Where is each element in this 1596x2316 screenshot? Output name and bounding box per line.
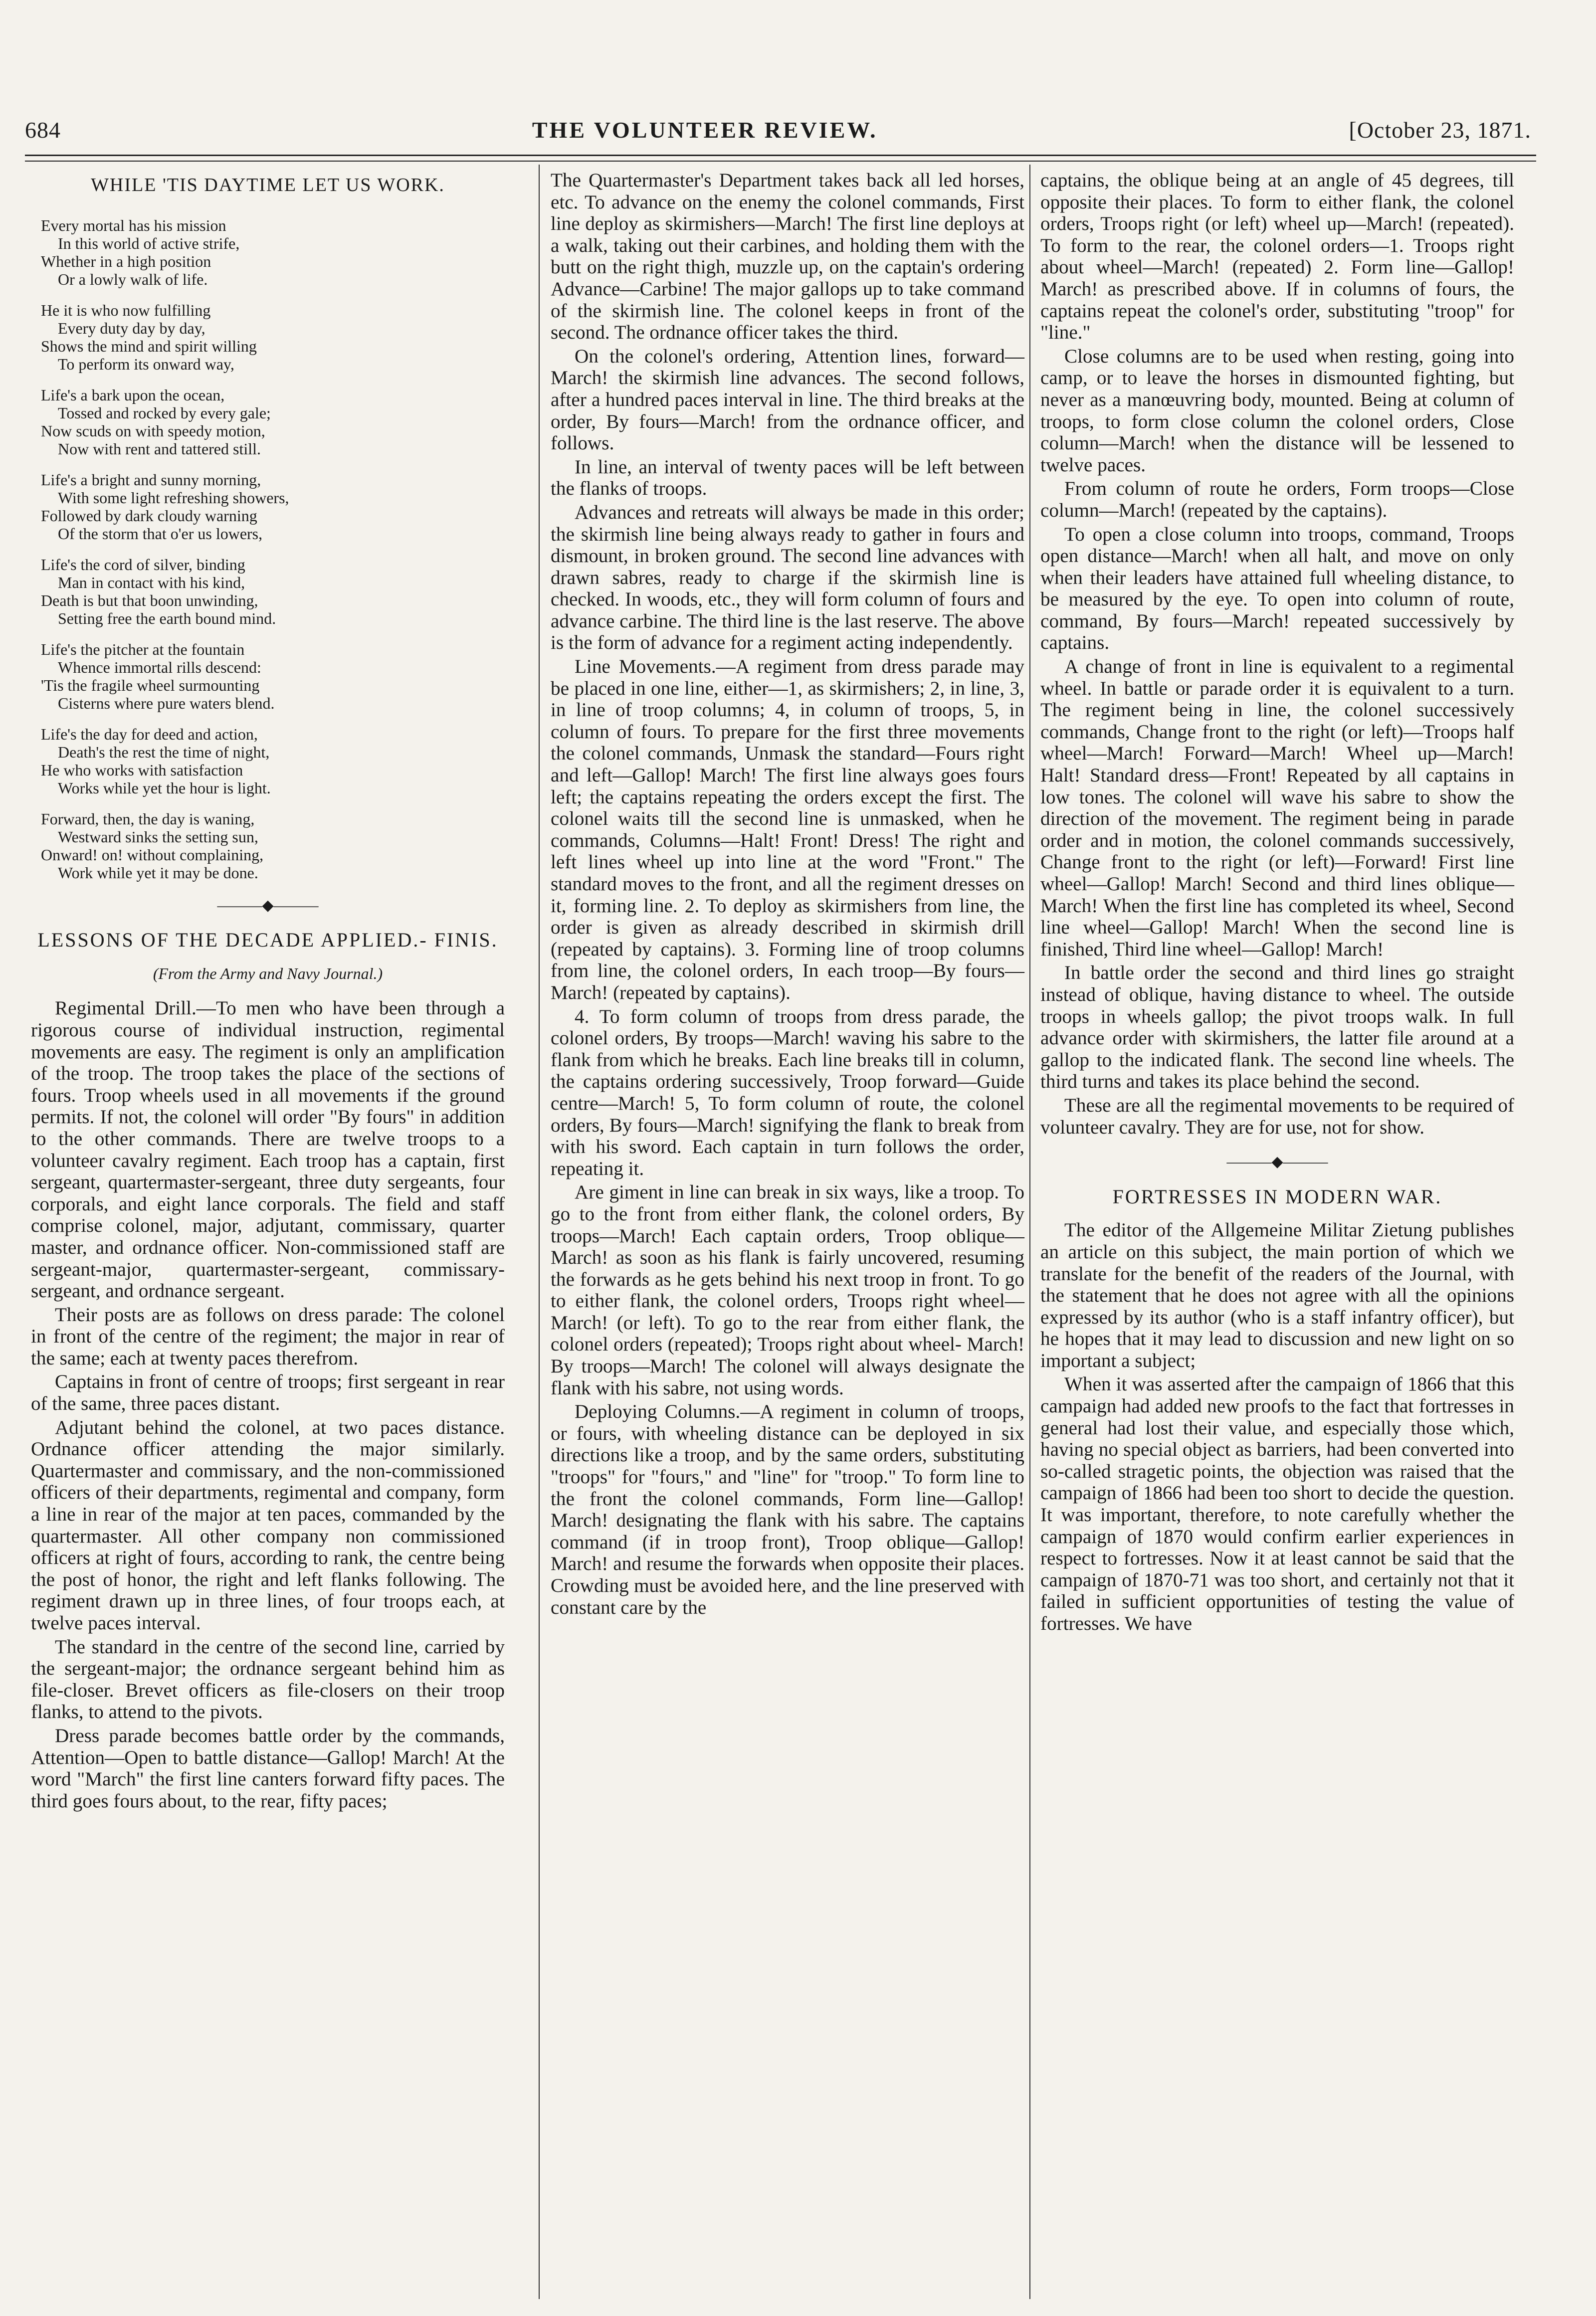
poem-line: Every mortal has his mission	[41, 216, 226, 234]
poem-stanza	[41, 810, 505, 882]
paragraph: Line Movements.—A regiment from dress parade may be placed in one line, either—1, as skirmishers; 2, in line, 3, in line of troop columns; 4, in column of troops, 5, in column of fours. To prepare for the first three movements the colonel commands, Unmask the standard—Fours right and left—Gallop! March! The first line always goes fours left; the captains repeating the orders except the first. The colonel waits till the second line is unmasked, when he commands, Columns—Halt! Front! Dress! The right and left lines wheel up into line at the word "Front." The standard moves to the front, and all the regiment dresses on it, forming line. 2. To deploy as skirmishers from line, the order is given as already described in skirmish drill (repeated by captains). 3. Forming line of troop columns from line, the colonel orders, In each troop—By fours—March! (repeated by captains).	[551, 656, 1024, 1003]
poem-line: Man in contact with his kind,	[58, 573, 245, 591]
poem-line: Life's a bark upon the ocean,	[41, 386, 225, 404]
poem-line: Whether in a high position	[41, 252, 211, 270]
header-rule	[25, 155, 1536, 156]
header-rule-thin	[25, 161, 1536, 162]
poem-line: Cisterns where pure waters blend.	[58, 694, 275, 712]
poem-line: To perform its onward way,	[58, 355, 234, 373]
poem-line: Life's the day for deed and action,	[41, 725, 258, 743]
poem-line: Setting free the earth bound mind.	[58, 609, 276, 627]
paragraph: These are all the regimental movements to be required of volunteer cavalry. They are for use, not for show.	[1040, 1094, 1514, 1138]
poem-line: In this world of active strife,	[58, 234, 240, 252]
paragraph: From column of route he orders, Form troops—Close column—March! (repeated by the captains).	[1040, 478, 1514, 521]
page-header	[25, 107, 1531, 152]
poem-stanza	[41, 301, 505, 373]
article-body	[1040, 1219, 1514, 1634]
poem-line: Or a lowly walk of life.	[58, 270, 208, 288]
paragraph: Regimental Drill.—To men who have been through a rigorous course of individual instruction, regimental movements are easy. The regiment is only an amplification of the troop. The troop takes the place of the sections of fours. Troop wheels used in all movements if the ground permits. If not, the colonel will order "By fours" in addition to the other commands. There are twelve troops to a volunteer cavalry regiment. Each troop has a captain, first sergeant, quartermaster-sergeant, three duty sergeants, four corporals, and eight lance corporals. The field and staff comprise colonel, major, adjutant, commissary, quarter master, and ordnance officer. Non-commissioned staff are sergeant-major, quartermaster-sergeant, commissary-sergeant, and ordnance sergeant.	[31, 997, 505, 1302]
paragraph: Are giment in line can break in six ways, like a troop. To go to the front from either flank, the colonel orders, By troops—March! Each captain orders, Troop oblique—March! as soon as his flank is fairly uncovered, resuming the forwards as he gets behind his next troop in front. To go to either flank, the colonel orders, Troops right wheel—March! (or left). To go to the rear from either flank, the colonel orders (repeated); Troops right about wheel- March! By troops—March! The colonel will always designate the flank with his sabre, not using words.	[551, 1181, 1024, 1399]
poem-line: He who works with satisfaction	[41, 761, 243, 779]
column-3	[1040, 170, 1514, 1637]
article-source: (From the Army and Navy Journal.)	[153, 964, 383, 982]
poem-line: Now with rent and tattered still.	[58, 439, 261, 458]
poem-line: Forward, then, the day is waning,	[41, 809, 255, 828]
poem-line: Death is but that boon unwinding,	[41, 591, 258, 609]
section-divider: ———◆———	[1226, 1154, 1328, 1170]
poem-line: Tossed and rocked by every gale;	[58, 403, 271, 422]
article-title: FORTRESSES IN MODERN WAR.	[1112, 1185, 1442, 1208]
paragraph: A change of front in line is equivalent to a regimental wheel. In battle or parade order it is equivalent to a turn. The regiment being in line, the colonel successively commands, Change front to the right (or left)—Troops half wheel—March! Forward—March! Wheel up—March! Halt! Standard dress—Front! Repeated by all captains in low tones. The colonel will wave his sabre to show the direction of the movement. The regiment being in parade order and in motion, the colonel commands successively, Change front to the right (or left)—Forward! First line wheel—Gallop! March! Second and third lines oblique—March! When the first line has completed its wheel, Second line wheel—Gallop! March! When the second line is finished, Third line wheel—Gallop! March!	[1040, 656, 1514, 960]
poem-line: He it is who now fulfilling	[41, 301, 211, 319]
paragraph: Close columns are to be used when resting, going into camp, or to leave the horses in dismounted fighting, but never as a manœuvring body, mounted. Being at column of troops, to form close column the colonel orders, Close column—March! when the distance will be lessened to twelve paces.	[1040, 345, 1514, 476]
paragraph: On the colonel's ordering, Attention lines, forward—March! the skirmish line advances. The second follows, after a hundred paces interval in line. The third breaks at the order, By fours—March! from the ordnance officer, and follows.	[551, 345, 1024, 454]
poem-stanza	[41, 386, 505, 458]
column-1	[31, 170, 505, 1814]
paragraph: The editor of the Allgemeine Militar Zietung publishes an article on this subject, the main portion of which we translate for the benefit of the readers of the Journal, with the statement that he does not agree with all the opinions expressed by its author (who is a staff infantry officer), but he hopes that it may lead to discussion and new light on so important a subject;	[1040, 1219, 1514, 1371]
column-divider	[1029, 165, 1030, 2299]
poem-line: Now scuds on with speedy motion,	[41, 421, 265, 440]
poem-line: Onward! on! without complaining,	[41, 845, 264, 864]
article-body-continued	[1040, 170, 1514, 1138]
paragraph: To open a close column into troops, command, Troops open distance—March! when all halt, and move on only when their leaders have attained full wheeling distance, to be measured by the eye. To open into column of route, command, By fours—March! repeated successively by captains.	[1040, 523, 1514, 654]
poem-line: 'Tis the fragile wheel surmounting	[41, 676, 260, 694]
paragraph: Advances and retreats will always be made in this order; the skirmish line being always ready to gather in fours and dismount, in broken ground. The second line advances with drawn sabres, ready to charge if the skirmish line is checked. In woods, etc., they will form column of fours and advance carbine. The third line is the last reserve. The above is the form of advance for a regiment acting independently.	[551, 501, 1024, 654]
poem-stanza	[41, 471, 505, 543]
poem-line: Followed by dark cloudy warning	[41, 506, 257, 525]
paragraph: Dress parade becomes battle order by the commands, Attention—Open to battle distance—Gallop! March! At the word "March" the first line canters forward fifty paces. The third goes fours about, to the rear, fifty paces;	[31, 1725, 505, 1812]
paragraph: In line, an interval of twenty paces will be left between the flanks of troops.	[551, 456, 1024, 500]
poem-title: WHILE 'TIS DAYTIME LET US WORK.	[91, 175, 445, 195]
poem-line: Work while yet it may be done.	[58, 863, 258, 882]
poem-stanza	[41, 216, 505, 288]
publication-title: THE VOLUNTEER REVIEW.	[532, 117, 878, 143]
poem-line: Life's the pitcher at the fountain	[41, 640, 245, 658]
column-2	[551, 170, 1024, 1620]
issue-date: [October 23, 1871.	[1349, 117, 1531, 143]
poem-line: Westward sinks the setting sun,	[58, 827, 258, 846]
column-divider	[539, 165, 540, 2299]
article-body	[31, 997, 505, 1812]
section-divider: ———◆———	[217, 897, 319, 914]
poem-line: With some light refreshing showers,	[58, 488, 289, 507]
poem-line: Life's a bright and sunny morning,	[41, 470, 261, 489]
poem-line: Life's the cord of silver, binding	[41, 555, 245, 574]
paragraph: captains, the oblique being at an angle of 45 degrees, till opposite their places. To form to either flank, the colonel orders, Troops right (or left) wheel up—March! (repeated). To form to the rear, the colonel orders—1. Troops right about wheel—March! (repeated) 2. Form line—Gallop! March! as prescribed above. If in columns of fours, the captains repeat the colonel's order, substituting "troop" for "line."	[1040, 170, 1514, 344]
poem-line: Every duty day by day,	[58, 319, 205, 337]
paragraph: Their posts are as follows on dress parade: The colonel in front of the centre of the regiment; the major in rear of the same; each at twenty paces therefrom.	[31, 1304, 505, 1369]
paragraph: In battle order the second and third lines go straight instead of oblique, having distance to wheel. The outside troops in wheels gallop; the pivot troops walk. In full advance order with skirmishers, the latter file around at a gallop to the indicated flank. The second line wheels. The third turns and takes its place behind the second.	[1040, 962, 1514, 1093]
poem-body	[31, 216, 505, 882]
paragraph: Deploying Columns.—A regiment in column of troops, or fours, with wheeling distance can be deployed in six directions like a troop, and by the same orders, substituting "troops" for "fours," and "line" for "troop." To form line to the front the colonel commands, Form line—Gallop! March! designating the flank with his sabre. The captains command (if in troop front), Troop oblique—Gallop! March! and resume the forwards when opposite their places. Crowding must be avoided here, and the line preserved with constant care by the	[551, 1401, 1024, 1618]
poem-line: Shows the mind and spirit willing	[41, 337, 257, 355]
poem-line: Whence immortal rills descend:	[58, 658, 261, 676]
paragraph: Captains in front of centre of troops; first sergeant in rear of the same, three paces distant.	[31, 1371, 505, 1415]
poem-line: Death's the rest the time of night,	[58, 743, 270, 761]
paragraph: Adjutant behind the colonel, at two paces distance. Ordnance officer attending the major similarly. Quartermaster and commissary, and the non-commissioned officers of their departments, regimental and company, form a line in rear of the major at ten paces, commanded by the quartermaster. All other company non commissioned officers at right of fours, according to rank, the centre being the post of honor, the right and left flanks following. The regiment drawn up in three lines, of four troops each, at twelve paces interval.	[31, 1416, 505, 1634]
article-title: LESSONS OF THE DECADE APPLIED.- FINIS.	[37, 929, 498, 952]
poem-stanza	[41, 556, 505, 627]
paragraph: When it was asserted after the campaign of 1866 that this campaign had added new proofs to the fact that fortresses in general had lost their value, and especially those which, having no special object as barriers, had been converted into so-called stragetic points, the objection was raised that the campaign of 1866 had been too short to decide the question. It was important, therefore, to note carefully whether the campaign of 1870 would confirm earlier experiences in respect to fortresses. Now it at least cannot be said that the campaign of 1870-71 was too short, and certainly not that it failed in sufficient opportunities of testing the value of fortresses. We have	[1040, 1373, 1514, 1634]
page-number: 684	[25, 117, 61, 143]
poem-line: Works while yet the hour is light.	[58, 778, 271, 797]
poem-stanza	[41, 640, 505, 712]
paragraph: The Quartermaster's Department takes back all led horses, etc. To advance on the enemy the colonel commands, First line deploy as skirmishers—March! The first line deploys at a walk, taking out their carbines, and holding them with the butt on the right thigh, muzzle up, on the captain's ordering Advance—Carbine! The major gallops up to take command of the skirmish line. The colonel keeps in front of the second. The ordnance officer takes the third.	[551, 170, 1024, 344]
paragraph: 4. To form column of troops from dress parade, the colonel orders, By troops—March! waving his sabre to the flank from which he breaks. Each line breaks till in column, the captains ordering successively, Troop forward—Guide centre—March! 5, To form column of route, the colonel orders, By fours—March! signifying the flank to break from with his sword. Each captain in turn follows the order, repeating it.	[551, 1005, 1024, 1179]
article-body-continued	[551, 170, 1024, 1618]
poem-stanza	[41, 725, 505, 797]
paragraph: The standard in the centre of the second line, carried by the sergeant-major; the ordnance sergeant behind him as file-closer. Brevet officers as file-closers on their troop flanks, to attend to the pivots.	[31, 1636, 505, 1723]
poem-line: Of the storm that o'er us lowers,	[58, 524, 263, 543]
